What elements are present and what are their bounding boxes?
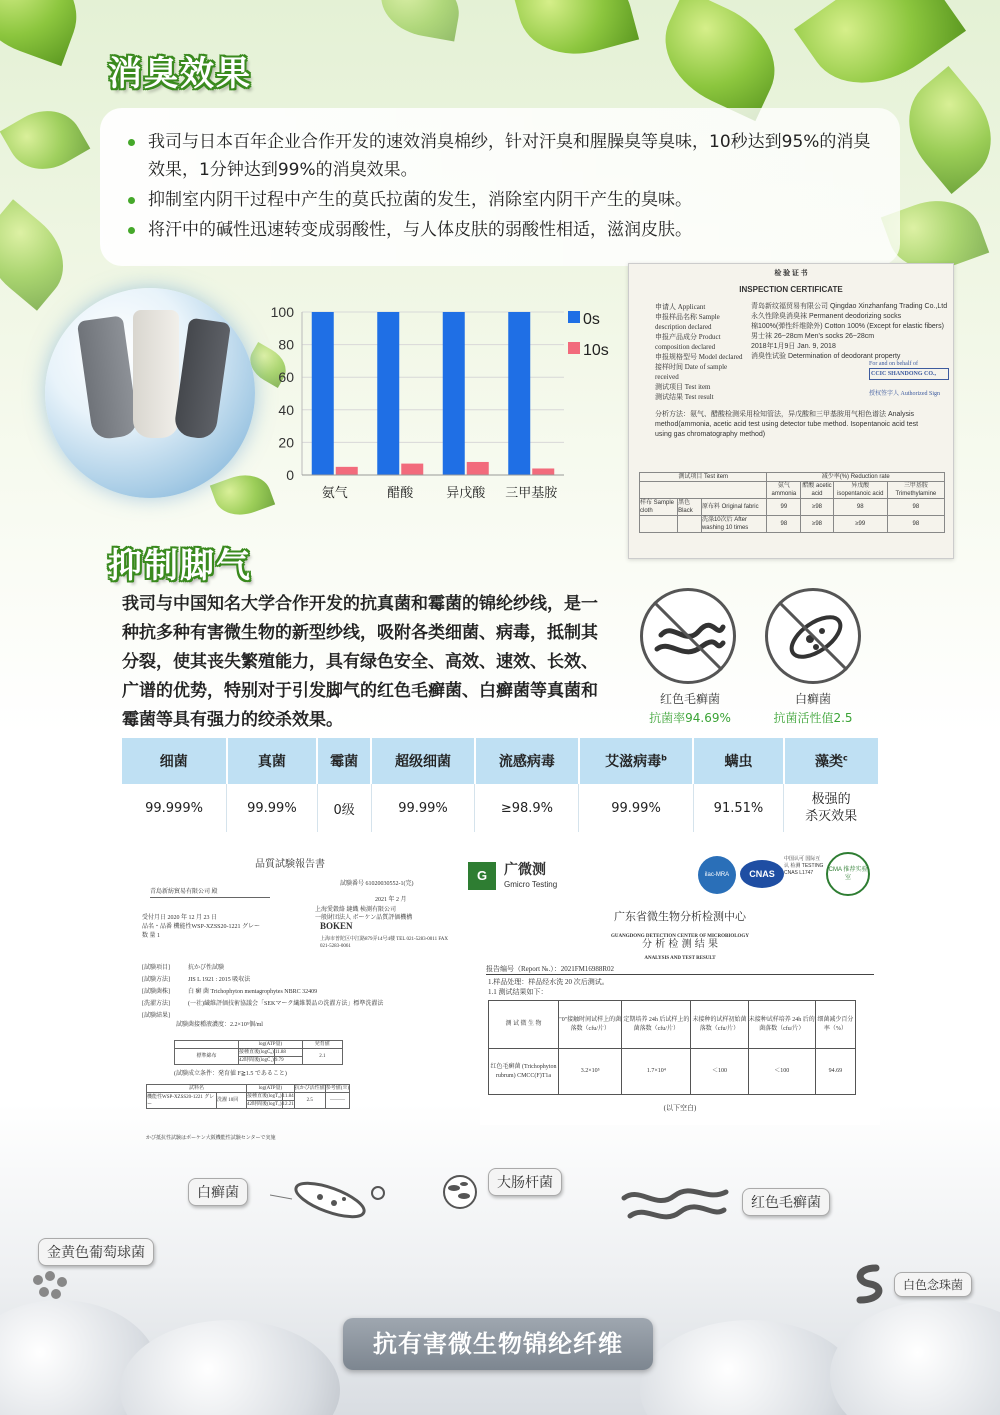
table-header-label: 藻类 xyxy=(815,754,844,770)
jp-cell: 11.84 xyxy=(282,1094,294,1099)
table-header xyxy=(475,738,579,784)
cnas-text: 中国认可 国际互认 检测 TESTING CNAS L1747 xyxy=(784,856,824,876)
jp-qty: 数 量 1 xyxy=(142,933,161,939)
y-tick-label: 100 xyxy=(270,304,294,320)
table-header xyxy=(693,738,784,784)
x-tick-label: 三甲基胺 xyxy=(505,486,558,501)
trichophyton-rubrum-prohibited-icon xyxy=(640,588,736,684)
cn-blank-note: (以下空白) xyxy=(663,1104,697,1112)
bacterium-rod-icon xyxy=(270,1175,390,1225)
gmicro-logo: G xyxy=(468,862,496,890)
cert-td: 原布料 Original fabric xyxy=(701,499,767,516)
jp-item-val: JIS L 1921 : 2015 吸収法 xyxy=(188,977,251,983)
bar-10s xyxy=(336,467,358,475)
jp-cell: 2.1 xyxy=(302,1049,342,1065)
cn-td: ＜100 xyxy=(748,1049,815,1095)
y-tick-label: 20 xyxy=(278,434,294,451)
cert-row-value: 男士袜 26~28cm Men's socks 26~28cm xyxy=(751,333,875,340)
deodorize-bar-chart xyxy=(270,302,610,502)
table-cell: 99.99% xyxy=(579,784,693,832)
chinese-test-report xyxy=(476,850,880,1125)
jp-item xyxy=(142,964,442,973)
inspection-certificate xyxy=(628,263,954,559)
cn-td: 94.69 xyxy=(815,1049,855,1095)
tag-e-coli: 大肠杆菌 xyxy=(488,1168,562,1196)
cert-row: 申报规格型号 Model declared xyxy=(655,353,743,361)
cert-td: ≥99 xyxy=(833,516,887,533)
bottom-banner: 抗有害微生物锦纶纤维 xyxy=(343,1318,653,1370)
table-header xyxy=(227,738,318,784)
tag-staphylococcus: 金黄色葡萄球菌 xyxy=(38,1238,154,1266)
tag-red-trichophyton: 红色毛癣菌 xyxy=(742,1188,830,1216)
table-header-label: 艾滋病毒 xyxy=(605,754,662,770)
bar-10s xyxy=(467,462,489,475)
cnas-logo: CNAS xyxy=(740,860,784,888)
cert-th: 减少率(%) Reduction rate xyxy=(767,473,945,482)
leaf-decoration xyxy=(375,0,464,41)
leaf-decoration xyxy=(0,97,90,184)
leaf-decoration xyxy=(0,199,82,310)
bullet-item: 我司与日本百年企业合作开发的速效消臭棉纱，针对汗臭和腥臊臭等臭味，10秒达到95%的消臭效果，1分钟达到99%的消臭效果。 xyxy=(128,128,878,184)
jp-date: 2021 年 2 月 xyxy=(375,897,407,903)
staphylococcus-icon xyxy=(26,1266,76,1306)
cert-title: INSPECTION CERTIFICATE xyxy=(739,285,843,294)
pillow-decoration xyxy=(120,1320,340,1415)
jp-cell: 12.21 xyxy=(282,1102,294,1107)
cn-td: 红色毛癣菌 (Trichophyton rubrum) CMCC(F)T1a xyxy=(489,1049,559,1095)
cert-td: 99 xyxy=(767,499,801,516)
cert-header: 检 验 证 书 xyxy=(774,269,808,277)
cn-title: 广东省微生物分析检测中心 xyxy=(614,910,746,923)
jp-cell: 2.5 xyxy=(294,1093,325,1109)
pillow-decoration xyxy=(640,1320,860,1415)
cert-row: 申请人 Applicant xyxy=(655,303,706,311)
athletes-foot-paragraph: 我司与中国知名大学合作开发的抗真菌和霉菌的锦纶纱线，是一种抗多种有害微生物的新型纱线，吸附各类细菌、病毒，抵制其分裂，使其丧失繁殖能力，具有绿色安全、高效、速效、长效、广谱的优势，特别对于引发脚气的红色毛癣菌、白癣菌等真菌和霉菌等具有强力的绞杀效果。 xyxy=(122,594,598,730)
jp-cell: 機能性WSP-XZSS20-1221 グレー xyxy=(147,1093,217,1109)
bar-0s xyxy=(377,312,399,475)
cert-row: 申报产品成分 Product composition declared xyxy=(655,333,721,351)
jp-item-val: 抗かび性試験 xyxy=(188,965,225,971)
fungal-strands-icon xyxy=(620,1180,730,1230)
cert-row: 申报样品名称 Sample description declared xyxy=(655,313,720,331)
jp-brand: BOKEN xyxy=(320,921,353,931)
bar-0s xyxy=(312,312,334,475)
cert-th: 异戊酸 isopentanoic acid xyxy=(833,482,887,499)
table-cell: 99.999% xyxy=(122,784,227,832)
cert-td: 洗涤10次后 After washing 10 times xyxy=(701,516,767,533)
table-header-label: 细菌 xyxy=(159,754,188,770)
gmicro-brand: 广微测 xyxy=(504,862,546,878)
jp-org: 一般財団法人 ボーケン品質評価機構 xyxy=(315,915,413,921)
leaf-decoration xyxy=(0,0,92,66)
cn-line1: 1.样品处理：样品经水洗 20 次后测试。 xyxy=(488,978,609,986)
cn-th: 未接种试样培养 24h 后的菌落数（cfu/片） xyxy=(748,1001,815,1049)
table-header-label: 螨虫 xyxy=(724,754,753,770)
table-cell: ≥98.9% xyxy=(475,784,579,832)
table-header-label: 超级细菌 xyxy=(394,754,451,770)
section-title-deodorize: 消臭效果 xyxy=(108,54,252,94)
japanese-test-report xyxy=(140,858,450,1148)
jp-item xyxy=(142,976,442,985)
legend-swatch-10s xyxy=(568,342,580,354)
bullet-item: 将汗中的碱性迅速转变成弱酸性，与人体皮肤的弱酸性相适，滋润皮肤。 xyxy=(128,216,878,244)
jp-control-table xyxy=(174,1040,343,1065)
cert-th: 三甲基胺 Trimethylamine xyxy=(887,482,944,499)
tag-candida: 白色念珠菌 xyxy=(894,1272,972,1297)
icon-label-white: 白癣菌 xyxy=(794,692,831,706)
jp-sample-table xyxy=(146,1084,350,1109)
cert-stamp-note: For and on behalf of xyxy=(869,361,918,367)
table-header xyxy=(317,738,371,784)
y-tick-label: 0 xyxy=(286,467,294,483)
cert-row: 测试项目 Test item xyxy=(655,383,711,391)
y-tick-label: 40 xyxy=(278,401,294,418)
socks-sphere-image xyxy=(45,288,255,498)
cn-td: ＜100 xyxy=(691,1049,749,1095)
table-header-sup: b xyxy=(661,753,667,763)
jp-address: 上海市普陀区中江路879弄14号4楼 TEL 021-5283-0011 FAX 021-5283-0061 xyxy=(320,937,449,949)
table-header xyxy=(579,738,693,784)
cert-row-value: 永久性除臭消臭袜 Permanent deodorizing socks xyxy=(751,313,902,320)
bullet-item: 抑制室内阴干过程中产生的莫氏拉菌的发生，消除室内阴干产生的臭味。 xyxy=(128,186,878,214)
cert-row-value: 棉100%(弹性纤维除外) Cotton 100% (Except for elastic fibers) xyxy=(751,323,944,330)
cert-td: ≥98 xyxy=(801,499,833,516)
jp-cell: 42時間後(logT₁) xyxy=(247,1102,282,1107)
leaf-decoration xyxy=(210,467,275,523)
jp-title: 品質試験報告書 xyxy=(255,859,325,870)
jp-cell: log(ATP量) xyxy=(247,1085,295,1093)
y-tick-label: 80 xyxy=(278,336,294,353)
sock-dark xyxy=(173,318,231,441)
cert-method: 分析方法：氨气、醋酸检测采用检知管法，异戊酸和三甲基胺用气相色谱法 Analysis method(ammonia, acetic acid test using detector tube method. Isopentanoic acid test using gas chromatography method) xyxy=(655,411,919,438)
jp-item-val: 白 癬 菌 Trichophyton mentagrophytes NBRC 32409 xyxy=(188,989,318,995)
jp-number: 試験番号 61020030552-1(完) xyxy=(340,881,414,887)
jp-item xyxy=(142,1012,442,1021)
table-header-sup: c xyxy=(843,753,848,763)
cn-th: 未接种的试样初始菌落数（cfu/片） xyxy=(691,1001,749,1049)
jp-cell: 標準綿布 xyxy=(175,1049,239,1065)
jp-note: (試験成立条件：発育値 F≧1.5 であること) xyxy=(174,1071,287,1077)
cert-td: 98 xyxy=(887,499,944,516)
bar-10s xyxy=(401,464,423,475)
ilac-logo: ilac-MRA xyxy=(698,856,736,894)
bar-0s xyxy=(443,312,465,475)
cert-td: 98 xyxy=(833,499,887,516)
jp-cell: 接種直後(logT₀) xyxy=(247,1094,282,1099)
jp-item-val: (一社)繊維評価技術協議会「SEKマーク繊維製品の洗濯方法」標準洗濯法 xyxy=(188,1001,384,1007)
cert-stamp-text: CCIC SHANDONG CO., xyxy=(869,368,949,380)
cert-td: 98 xyxy=(887,516,944,533)
cert-th: 氨气 ammonia xyxy=(767,482,801,499)
gmicro-brand-en: Gmicro Testing xyxy=(504,880,558,889)
icon-value-red: 抗菌率94.69% xyxy=(649,711,731,725)
cn-subtitle-en: ANALYSIS AND TEST RESULT xyxy=(644,956,716,961)
jp-item-key: [試験方法] xyxy=(142,977,170,983)
jp-item-key: [洗濯方法] xyxy=(142,1001,170,1007)
jp-org2: 上海愛穀絡 縫織 検測有限公司 xyxy=(315,907,397,913)
table-header xyxy=(122,738,227,784)
cn-td: 1.7×10⁴ xyxy=(622,1049,691,1095)
cert-result-table xyxy=(639,472,945,533)
x-tick-label: 氨气 xyxy=(321,486,348,501)
leaf-decoration xyxy=(511,0,639,68)
cn-th: "0"接触时间试样上的菌落数（cfu/片） xyxy=(559,1001,622,1049)
jp-cell: 参考値(※) xyxy=(325,1086,350,1091)
legend-label-10s: 10s xyxy=(583,342,609,359)
jp-cell: 発育値 xyxy=(302,1041,342,1049)
table-cell: 91.51% xyxy=(693,784,784,832)
icon-value-white: 抗菌活性值2.5 xyxy=(773,711,853,725)
jp-cell: ——— xyxy=(325,1093,349,1109)
table-header xyxy=(784,738,878,784)
jp-cell: 42時間後(logC₁) xyxy=(239,1058,274,1063)
leaf-decoration xyxy=(887,66,1000,194)
table-header-label: 霉菌 xyxy=(330,754,359,770)
jp-cell: 11.88 xyxy=(274,1049,302,1057)
sock-white xyxy=(133,310,179,438)
y-tick-label: 60 xyxy=(278,369,294,386)
bar-0s xyxy=(508,312,530,475)
table-cell: 99.99% xyxy=(371,784,475,832)
cn-result-table xyxy=(488,1000,856,1095)
bar-10s xyxy=(532,468,554,475)
table-cell: 极强的 杀灭效果 xyxy=(784,784,878,832)
jp-cell: 試料名 xyxy=(147,1085,247,1093)
antimicrobial-table xyxy=(122,738,878,832)
cert-td: 黑色 Black xyxy=(678,499,702,516)
jp-item xyxy=(142,1000,442,1009)
jp-cell: 9.79 xyxy=(274,1057,302,1065)
jp-item-key: [試験結果] xyxy=(142,1013,170,1019)
tag-white-trichophyton: 白癣菌 xyxy=(188,1178,248,1206)
jp-cell: 洗濯 10回 xyxy=(217,1093,247,1109)
cert-row: 测试结果 Test result xyxy=(655,393,714,401)
cn-th: 定期培养 24h 后试样上的菌落数（cfu/片） xyxy=(622,1001,691,1049)
icon-label-red: 红色毛癣菌 xyxy=(659,692,720,706)
table-header-label: 真菌 xyxy=(257,754,286,770)
jp-item xyxy=(142,988,442,997)
deodorize-bullets xyxy=(100,108,900,266)
jp-client: 青島新紡貿易有限公司 殿 xyxy=(150,888,270,898)
pillow-decoration xyxy=(830,1300,1000,1415)
cert-row-value: 2018年1月9日 Jan. 9, 2018 xyxy=(751,343,836,350)
fungus-strands-icon xyxy=(643,591,733,681)
cn-report-no: 报告编号（Report №.）：2021FM16988R02 xyxy=(486,964,874,975)
sock-gray xyxy=(77,315,139,440)
jp-footer: かび抵抗性試験はボーケン大阪機能性試験センターで実施 xyxy=(146,1136,276,1141)
cert-signature: 授权签字人 Authorized Sign xyxy=(869,391,940,397)
table-header xyxy=(371,738,475,784)
cert-th: 测试项目 Test item xyxy=(640,473,767,482)
jp-product: 品名・品番 機能性WSP-XZSS20-1221 グレー xyxy=(142,924,261,930)
e-coli-icon xyxy=(440,1172,480,1212)
cn-td: 3.2×10⁵ xyxy=(559,1049,622,1095)
legend-swatch-0s xyxy=(568,311,580,323)
legend-label-0s: 0s xyxy=(583,311,600,328)
cert-td: 98 xyxy=(767,516,801,533)
candida-icon xyxy=(846,1260,892,1306)
cn-th: 细菌减少百分率（%） xyxy=(815,1001,855,1049)
trichophyton-white-prohibited-icon xyxy=(765,588,861,684)
jp-item-key: [試験項目] xyxy=(142,965,170,971)
cn-subtitle: 分 析 检 测 结 果 xyxy=(642,939,718,950)
cert-th: 醋酸 acetic acid xyxy=(802,483,832,497)
x-tick-label: 醋酸 xyxy=(387,486,414,501)
cn-th: 测 试 微 生 物 xyxy=(489,1001,559,1049)
jp-cell: 接種直後(logC₀) xyxy=(239,1050,274,1055)
table-cell: 99.99% xyxy=(227,784,318,832)
jp-cell: 抗かび活性値 xyxy=(294,1086,325,1091)
jp-item-key: [試験菌株] xyxy=(142,989,170,995)
table-header-label: 流感病毒 xyxy=(498,754,555,770)
cert-stamp xyxy=(869,360,949,398)
cma-logo: CMA 推荐实验室 xyxy=(826,852,870,896)
cn-line2: 1.1 测试结果如下： xyxy=(488,988,548,996)
cert-row-value: 青岛新纹福贸易有限公司 Qingdao Xinzhanfang Trading Co.,Ltd xyxy=(751,303,948,310)
cn-title-en: GUANGDONG DETECTION CENTER OF MICROBIOLOGY xyxy=(611,934,749,939)
cert-td: 样布 Sample cloth xyxy=(640,499,678,516)
jp-calc: 試験菌接種液濃度：2.2×10⁵個/ml xyxy=(176,1022,263,1028)
x-tick-label: 异戊酸 xyxy=(446,486,486,501)
jp-cell: log(ATP量) xyxy=(239,1041,303,1049)
cert-row: 接样时间 Date of sample received xyxy=(655,363,728,381)
bacterium-icon xyxy=(768,591,858,681)
section-title-athletes-foot: 抑制脚气 xyxy=(108,546,252,586)
leaf-decoration xyxy=(647,0,794,121)
jp-received: 受付月日 2020 年 12 月 23 日 xyxy=(142,915,218,921)
cert-td: ≥98 xyxy=(801,516,833,533)
table-cell: 0级 xyxy=(317,784,371,832)
cert-row-value: 消臭性试验 Determination of deodorant property xyxy=(751,353,901,360)
